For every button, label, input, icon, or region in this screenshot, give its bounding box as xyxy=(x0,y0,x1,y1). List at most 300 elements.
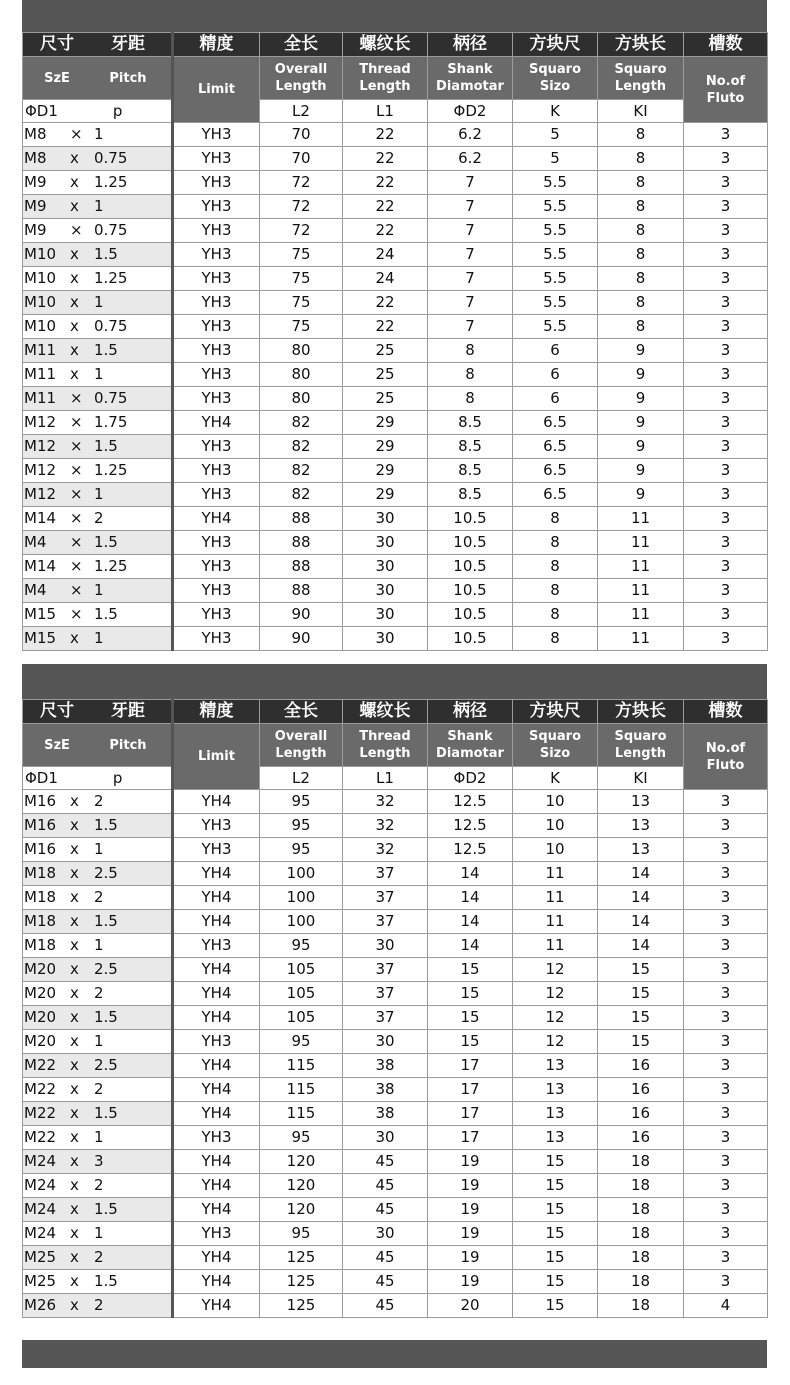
limit-cell: YH4 xyxy=(173,862,260,886)
size-pitch-cell xyxy=(23,814,173,838)
times-sign: x xyxy=(70,888,79,906)
pitch-value: 3 xyxy=(94,1152,104,1170)
size-pitch-cell xyxy=(23,1102,173,1126)
size-pitch-cell xyxy=(23,886,173,910)
times-sign: x xyxy=(70,1176,79,1194)
overall-length-cell: 90 xyxy=(260,627,343,651)
pitch-value: 1 xyxy=(94,197,104,215)
times-sign: x xyxy=(70,149,79,167)
shank-diameter-cell: 8.5 xyxy=(428,483,513,507)
header-thread-zh: 螺纹长 xyxy=(343,33,428,57)
flutes-cell: 3 xyxy=(684,958,768,982)
times-sign: x xyxy=(70,197,79,215)
thread-size: M24 xyxy=(24,1176,57,1194)
header-overall-en: Overall Length xyxy=(260,57,343,100)
shank-diameter-cell: 10.5 xyxy=(428,507,513,531)
table-row xyxy=(23,387,768,411)
shank-diameter-cell: 8.5 xyxy=(428,435,513,459)
thread-size: M11 xyxy=(24,389,57,407)
header-size-pitch-en: SzE Pitch xyxy=(23,724,173,767)
symbol-square-size: K xyxy=(513,100,598,123)
square-length-cell: 11 xyxy=(598,627,684,651)
times-sign: × xyxy=(70,125,83,143)
flutes-cell: 4 xyxy=(684,1294,768,1318)
flutes-cell: 3 xyxy=(684,267,768,291)
thread-size: M25 xyxy=(24,1272,57,1290)
overall-length-cell: 100 xyxy=(260,910,343,934)
shank-diameter-cell: 10.5 xyxy=(428,555,513,579)
symbol-thread: L1 xyxy=(343,100,428,123)
pitch-value: 2.5 xyxy=(94,864,118,882)
square-size-cell: 6.5 xyxy=(513,459,598,483)
thread-size: M12 xyxy=(24,413,57,431)
overall-length-cell: 115 xyxy=(260,1054,343,1078)
square-size-cell: 15 xyxy=(513,1174,598,1198)
thread-size: M11 xyxy=(24,341,57,359)
thread-length-cell: 22 xyxy=(343,219,428,243)
table-row xyxy=(23,958,768,982)
square-length-cell: 8 xyxy=(598,219,684,243)
square-size-cell: 15 xyxy=(513,1198,598,1222)
table-row xyxy=(23,910,768,934)
size-pitch-cell xyxy=(23,1126,173,1150)
times-sign: x xyxy=(70,1008,79,1026)
square-length-cell: 14 xyxy=(598,934,684,958)
flutes-cell: 3 xyxy=(684,886,768,910)
square-size-cell: 5.5 xyxy=(513,243,598,267)
size-pitch-cell xyxy=(23,435,173,459)
thread-length-cell: 25 xyxy=(343,387,428,411)
flutes-cell: 3 xyxy=(684,862,768,886)
limit-cell: YH3 xyxy=(173,363,260,387)
overall-length-cell: 95 xyxy=(260,934,343,958)
thread-length-cell: 29 xyxy=(343,483,428,507)
times-sign: x xyxy=(70,960,79,978)
size-pitch-cell xyxy=(23,1246,173,1270)
times-sign: x xyxy=(70,1032,79,1050)
thread-length-cell: 30 xyxy=(343,555,428,579)
overall-length-cell: 88 xyxy=(260,579,343,603)
thread-length-cell: 22 xyxy=(343,171,428,195)
thread-size: M24 xyxy=(24,1224,57,1242)
header-size-pitch-zh: 尺寸 牙距 xyxy=(23,700,173,724)
square-size-cell: 13 xyxy=(513,1054,598,1078)
thread-length-cell: 29 xyxy=(343,411,428,435)
size-pitch-cell xyxy=(23,958,173,982)
header-flutes-zh: 槽数 xyxy=(684,700,768,724)
overall-length-cell: 95 xyxy=(260,1030,343,1054)
overall-length-cell: 100 xyxy=(260,862,343,886)
header-square-size-zh: 方块尺 xyxy=(513,33,598,57)
thread-length-cell: 30 xyxy=(343,603,428,627)
flutes-cell: 3 xyxy=(684,1174,768,1198)
square-length-cell: 14 xyxy=(598,886,684,910)
overall-length-cell: 75 xyxy=(260,267,343,291)
square-size-cell: 15 xyxy=(513,1270,598,1294)
flutes-cell: 3 xyxy=(684,291,768,315)
flutes-cell: 3 xyxy=(684,411,768,435)
thread-size: M22 xyxy=(24,1104,57,1122)
shank-diameter-cell: 17 xyxy=(428,1054,513,1078)
thread-length-cell: 30 xyxy=(343,1126,428,1150)
square-length-cell: 11 xyxy=(598,555,684,579)
square-length-cell: 14 xyxy=(598,862,684,886)
times-sign: x xyxy=(70,912,79,930)
square-length-cell: 15 xyxy=(598,1006,684,1030)
square-length-cell: 16 xyxy=(598,1126,684,1150)
thread-size: M9 xyxy=(24,221,47,239)
shank-diameter-cell: 8 xyxy=(428,387,513,411)
overall-length-cell: 75 xyxy=(260,243,343,267)
thread-length-cell: 30 xyxy=(343,627,428,651)
shank-diameter-cell: 15 xyxy=(428,1030,513,1054)
flutes-cell: 3 xyxy=(684,531,768,555)
size-pitch-cell xyxy=(23,123,173,147)
overall-length-cell: 115 xyxy=(260,1078,343,1102)
header-shank-zh: 柄径 xyxy=(428,700,513,724)
overall-length-cell: 82 xyxy=(260,459,343,483)
pitch-value: 2 xyxy=(94,1080,104,1098)
size-pitch-cell xyxy=(23,1006,173,1030)
limit-cell: YH3 xyxy=(173,1222,260,1246)
size-pitch-cell xyxy=(23,790,173,814)
thread-size: M18 xyxy=(24,888,57,906)
square-size-cell: 10 xyxy=(513,814,598,838)
header-overall-zh: 全长 xyxy=(260,700,343,724)
top-band xyxy=(22,0,767,32)
overall-length-cell: 90 xyxy=(260,603,343,627)
table-row xyxy=(23,1270,768,1294)
shank-diameter-cell: 14 xyxy=(428,862,513,886)
overall-length-cell: 75 xyxy=(260,315,343,339)
pitch-value: 0.75 xyxy=(94,317,128,335)
overall-length-cell: 88 xyxy=(260,555,343,579)
thread-size: M18 xyxy=(24,864,57,882)
square-size-cell: 5.5 xyxy=(513,315,598,339)
square-length-cell: 11 xyxy=(598,507,684,531)
table-row xyxy=(23,1078,768,1102)
square-length-cell: 13 xyxy=(598,838,684,862)
times-sign: × xyxy=(70,485,83,503)
overall-length-cell: 82 xyxy=(260,435,343,459)
limit-cell: YH3 xyxy=(173,579,260,603)
table-row xyxy=(23,219,768,243)
shank-diameter-cell: 7 xyxy=(428,171,513,195)
square-length-cell: 15 xyxy=(598,958,684,982)
pitch-value: 2 xyxy=(94,792,104,810)
times-sign: × xyxy=(70,221,83,239)
thread-length-cell: 38 xyxy=(343,1102,428,1126)
thread-length-cell: 37 xyxy=(343,1006,428,1030)
header-limit-zh: 精度 xyxy=(173,33,260,57)
limit-cell: YH4 xyxy=(173,1246,260,1270)
thread-length-cell: 30 xyxy=(343,531,428,555)
flutes-cell: 3 xyxy=(684,339,768,363)
header-square-len-zh: 方块长 xyxy=(598,700,684,724)
table-row xyxy=(23,1102,768,1126)
pitch-value: 1 xyxy=(94,581,104,599)
square-size-cell: 5 xyxy=(513,123,598,147)
size-pitch-cell xyxy=(23,1150,173,1174)
table-row xyxy=(23,507,768,531)
shank-diameter-cell: 14 xyxy=(428,910,513,934)
pitch-value: 0.75 xyxy=(94,389,128,407)
square-length-cell: 9 xyxy=(598,411,684,435)
flutes-cell: 3 xyxy=(684,910,768,934)
size-pitch-cell xyxy=(23,934,173,958)
symbol-shank: ΦD2 xyxy=(428,100,513,123)
thread-size: M20 xyxy=(24,984,57,1002)
flutes-cell: 3 xyxy=(684,1006,768,1030)
limit-cell: YH3 xyxy=(173,483,260,507)
table-body-1 xyxy=(23,123,768,651)
pitch-value: 1.25 xyxy=(94,557,128,575)
table-row xyxy=(23,291,768,315)
times-sign: x xyxy=(70,341,79,359)
thread-size: M4 xyxy=(24,581,47,599)
times-sign: x xyxy=(70,936,79,954)
thread-size: M24 xyxy=(24,1152,57,1170)
flutes-cell: 3 xyxy=(684,315,768,339)
thread-size: M8 xyxy=(24,125,47,143)
square-size-cell: 8 xyxy=(513,627,598,651)
square-size-cell: 12 xyxy=(513,1006,598,1030)
times-sign: x xyxy=(70,984,79,1002)
times-sign: x xyxy=(70,245,79,263)
thread-length-cell: 45 xyxy=(343,1270,428,1294)
bottom-band xyxy=(22,1340,767,1368)
square-length-cell: 18 xyxy=(598,1246,684,1270)
size-pitch-cell xyxy=(23,1078,173,1102)
square-size-cell: 5.5 xyxy=(513,195,598,219)
flutes-cell: 3 xyxy=(684,603,768,627)
shank-diameter-cell: 7 xyxy=(428,195,513,219)
table-row xyxy=(23,171,768,195)
square-length-cell: 11 xyxy=(598,579,684,603)
shank-diameter-cell: 19 xyxy=(428,1174,513,1198)
thread-size: M8 xyxy=(24,149,47,167)
times-sign: x xyxy=(70,792,79,810)
flutes-cell: 3 xyxy=(684,1102,768,1126)
overall-length-cell: 72 xyxy=(260,171,343,195)
square-size-cell: 6 xyxy=(513,339,598,363)
thread-size: M18 xyxy=(24,936,57,954)
symbol-overall: L2 xyxy=(260,767,343,790)
times-sign: x xyxy=(70,365,79,383)
thread-length-cell: 45 xyxy=(343,1174,428,1198)
pitch-value: 1.25 xyxy=(94,173,128,191)
limit-cell: YH3 xyxy=(173,339,260,363)
pitch-value: 1 xyxy=(94,125,104,143)
thread-size: M16 xyxy=(24,816,57,834)
table-row xyxy=(23,1030,768,1054)
square-length-cell: 8 xyxy=(598,243,684,267)
pitch-value: 2.5 xyxy=(94,1056,118,1074)
square-size-cell: 12 xyxy=(513,958,598,982)
square-size-cell: 11 xyxy=(513,886,598,910)
shank-diameter-cell: 19 xyxy=(428,1270,513,1294)
overall-length-cell: 120 xyxy=(260,1174,343,1198)
shank-diameter-cell: 14 xyxy=(428,886,513,910)
limit-cell: YH3 xyxy=(173,123,260,147)
square-size-cell: 8 xyxy=(513,507,598,531)
overall-length-cell: 80 xyxy=(260,387,343,411)
limit-cell: YH3 xyxy=(173,243,260,267)
flutes-cell: 3 xyxy=(684,934,768,958)
size-pitch-cell xyxy=(23,315,173,339)
pitch-value: 1.5 xyxy=(94,912,118,930)
overall-length-cell: 105 xyxy=(260,1006,343,1030)
table-row xyxy=(23,1126,768,1150)
square-size-cell: 6.5 xyxy=(513,411,598,435)
header-shank-en: Shank Diamotar xyxy=(428,724,513,767)
square-length-cell: 9 xyxy=(598,435,684,459)
times-sign: × xyxy=(70,581,83,599)
thread-length-cell: 30 xyxy=(343,1222,428,1246)
pitch-value: 1.5 xyxy=(94,1200,118,1218)
limit-cell: YH3 xyxy=(173,555,260,579)
symbol-square-size: K xyxy=(513,767,598,790)
thread-size: M16 xyxy=(24,840,57,858)
flutes-cell: 3 xyxy=(684,507,768,531)
pitch-value: 1.5 xyxy=(94,1008,118,1026)
square-length-cell: 14 xyxy=(598,910,684,934)
shank-diameter-cell: 17 xyxy=(428,1102,513,1126)
times-sign: x xyxy=(70,1080,79,1098)
overall-length-cell: 100 xyxy=(260,886,343,910)
spec-table-2 xyxy=(22,699,767,1318)
size-pitch-cell xyxy=(23,363,173,387)
thread-size: M20 xyxy=(24,1032,57,1050)
size-pitch-cell xyxy=(23,243,173,267)
flutes-cell: 3 xyxy=(684,982,768,1006)
overall-length-cell: 95 xyxy=(260,790,343,814)
pitch-value: 1.5 xyxy=(94,816,118,834)
overall-length-cell: 70 xyxy=(260,147,343,171)
header-square-size-zh: 方块尺 xyxy=(513,700,598,724)
limit-cell: YH3 xyxy=(173,315,260,339)
size-pitch-cell xyxy=(23,291,173,315)
flutes-cell: 3 xyxy=(684,243,768,267)
overall-length-cell: 115 xyxy=(260,1102,343,1126)
shank-diameter-cell: 12.5 xyxy=(428,838,513,862)
times-sign: x xyxy=(70,1272,79,1290)
limit-cell: YH4 xyxy=(173,886,260,910)
table-row xyxy=(23,531,768,555)
pitch-value: 0.75 xyxy=(94,149,128,167)
times-sign: × xyxy=(70,389,83,407)
thread-size: M12 xyxy=(24,485,57,503)
square-length-cell: 8 xyxy=(598,123,684,147)
square-length-cell: 8 xyxy=(598,171,684,195)
square-size-cell: 6 xyxy=(513,363,598,387)
size-pitch-cell xyxy=(23,507,173,531)
times-sign: x xyxy=(70,1200,79,1218)
symbol-square-len: KI xyxy=(598,100,684,123)
pitch-value: 2 xyxy=(94,509,104,527)
header-size-pitch-zh: 尺寸 牙距 xyxy=(23,33,173,57)
table-row xyxy=(23,982,768,1006)
spec-table-1 xyxy=(22,32,767,651)
table-row xyxy=(23,1246,768,1270)
square-length-cell: 18 xyxy=(598,1270,684,1294)
shank-diameter-cell: 6.2 xyxy=(428,147,513,171)
limit-cell: YH4 xyxy=(173,1054,260,1078)
size-pitch-cell xyxy=(23,147,173,171)
flutes-cell: 3 xyxy=(684,387,768,411)
square-length-cell: 9 xyxy=(598,339,684,363)
table-row xyxy=(23,555,768,579)
symbol-thread: L1 xyxy=(343,767,428,790)
flutes-cell: 3 xyxy=(684,1078,768,1102)
header-square-len-en: Squaro Length xyxy=(598,724,684,767)
times-sign: × xyxy=(70,461,83,479)
shank-diameter-cell: 12.5 xyxy=(428,790,513,814)
thread-size: M18 xyxy=(24,912,57,930)
square-size-cell: 6.5 xyxy=(513,435,598,459)
thread-length-cell: 32 xyxy=(343,814,428,838)
table-row xyxy=(23,339,768,363)
square-length-cell: 8 xyxy=(598,195,684,219)
overall-length-cell: 105 xyxy=(260,958,343,982)
thread-size: M11 xyxy=(24,365,57,383)
pitch-value: 1.5 xyxy=(94,1272,118,1290)
limit-cell: YH3 xyxy=(173,814,260,838)
table-row xyxy=(23,363,768,387)
limit-cell: YH3 xyxy=(173,147,260,171)
header-square-len-zh: 方块长 xyxy=(598,33,684,57)
size-pitch-cell xyxy=(23,982,173,1006)
size-pitch-cell xyxy=(23,459,173,483)
thread-length-cell: 32 xyxy=(343,838,428,862)
limit-cell: YH4 xyxy=(173,1150,260,1174)
header-overall-en: Overall Length xyxy=(260,724,343,767)
limit-cell: YH4 xyxy=(173,1174,260,1198)
times-sign: x xyxy=(70,317,79,335)
limit-cell: YH3 xyxy=(173,838,260,862)
table-row xyxy=(23,603,768,627)
square-length-cell: 18 xyxy=(598,1150,684,1174)
table-row xyxy=(23,459,768,483)
times-sign: x xyxy=(70,269,79,287)
flutes-cell: 3 xyxy=(684,435,768,459)
square-length-cell: 11 xyxy=(598,531,684,555)
thread-length-cell: 45 xyxy=(343,1150,428,1174)
square-length-cell: 9 xyxy=(598,459,684,483)
square-length-cell: 9 xyxy=(598,387,684,411)
square-size-cell: 5.5 xyxy=(513,171,598,195)
thread-size: M10 xyxy=(24,317,57,335)
pitch-value: 1 xyxy=(94,1032,104,1050)
header-thread-zh: 螺纹长 xyxy=(343,700,428,724)
table-row xyxy=(23,411,768,435)
times-sign: x xyxy=(70,840,79,858)
table-row xyxy=(23,838,768,862)
flutes-cell: 3 xyxy=(684,814,768,838)
table-body-2 xyxy=(23,790,768,1318)
limit-cell: YH4 xyxy=(173,1078,260,1102)
flutes-cell: 3 xyxy=(684,1222,768,1246)
square-size-cell: 13 xyxy=(513,1078,598,1102)
size-pitch-cell xyxy=(23,555,173,579)
limit-cell: YH3 xyxy=(173,603,260,627)
pitch-value: 2 xyxy=(94,1248,104,1266)
pitch-value: 2 xyxy=(94,1296,104,1314)
header-limit-en: Limit xyxy=(173,724,260,790)
pitch-value: 1.5 xyxy=(94,605,118,623)
size-pitch-cell xyxy=(23,1030,173,1054)
thread-length-cell: 22 xyxy=(343,315,428,339)
